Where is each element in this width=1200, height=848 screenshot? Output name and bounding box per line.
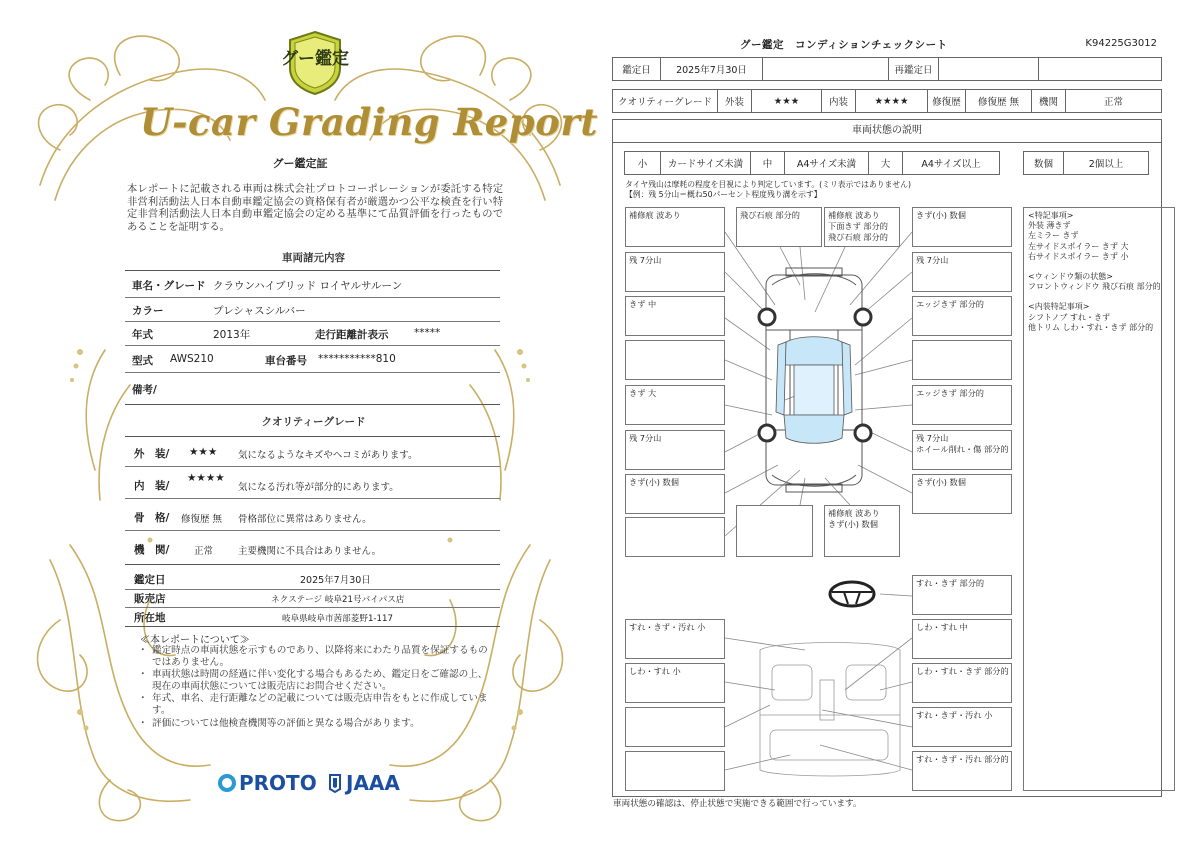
damage-box-left-8	[625, 517, 725, 557]
grade-interior-label: 内 装/	[134, 480, 170, 492]
damage-box-left-6: 残 7分山	[625, 430, 725, 470]
color-label: カラー	[132, 305, 164, 317]
damage-box-right-7: きず(小) 数個	[912, 474, 1012, 514]
size-small: 小	[625, 152, 661, 175]
interior-label: 内装	[822, 90, 856, 113]
damage-box-left-5: きず 大	[625, 385, 725, 425]
mileage-value: *****	[414, 327, 441, 339]
repair-value: 修復歴 無	[966, 90, 1032, 113]
report-title: U-car Grading Report	[140, 100, 598, 144]
certificate-statement: 本レポートに記載される車両は株式会社プロトコーポレーションが委託する特定非営利活動法人日本自動車鑑定協会の資格保有者が厳選かつ公平な検査を行い特定非営利活動法人日本自動車鑑定協会の定める基準にて品質評価を行ったものであることを証明する。	[127, 183, 503, 233]
size-large-desc: A4サイズ以上	[903, 152, 1000, 175]
interior-box-right-5: すれ・きず・汚れ 部分的	[912, 751, 1012, 791]
proto-logo: PROTO	[218, 771, 317, 795]
appraisal-date-value: 2025年7月30日	[300, 575, 371, 586]
interior-box-right-3: しわ・すれ・きず 部分的	[912, 663, 1012, 703]
date-table	[612, 57, 1162, 81]
engine-value: 正常	[1066, 90, 1162, 113]
grade-frame-desc: 骨格部位に異常はありません。	[238, 514, 372, 525]
damage-box-left-3: きず 中	[625, 296, 725, 336]
year-label: 年式	[132, 329, 153, 341]
size-legend-table	[624, 151, 1000, 175]
interior-value: ★★★★	[856, 90, 928, 113]
count-label: 数個	[1024, 152, 1064, 175]
count-desc: 2個以上	[1064, 152, 1149, 175]
damage-box-right-3: エッジきず 部分的	[912, 296, 1012, 336]
interior-box-left-1: すれ・きず・汚れ 小	[625, 619, 725, 659]
sheet-title: グー鑑定 コンディションチェックシート	[740, 39, 948, 51]
count-legend-table	[1023, 151, 1149, 175]
special-remarks: <特記事項> 外装 薄きず 左ミラー きず 左サイドスポイラー きず 大 右サイドスポイラー きず 小 <ウィンドウ類の状態> フロントウィンドウ 飛び石痕 部分的 <内装特記事項> シフトノブ すれ・きず 他トリム しわ・すれ・きず 部分的	[1023, 207, 1175, 791]
damage-box-top-2: 補修痕 波あり 下面きず 部分的 飛び石痕 部分的	[824, 207, 900, 247]
grade-exterior-rating: ★★★	[189, 446, 218, 458]
engine-label: 機関	[1032, 90, 1066, 113]
damage-box-top-1: 飛び石痕 部分的	[736, 207, 822, 247]
interior-box-right-4: すれ・きず・汚れ 小	[912, 707, 1012, 747]
notes-list	[140, 645, 490, 730]
size-small-desc: カードサイズ未満	[661, 152, 751, 175]
date-value: 2025年7月30日	[661, 58, 763, 81]
damage-box-right-2: 残 7分山	[912, 252, 1012, 292]
quality-label: クオリティーグレード	[613, 90, 718, 113]
grade-frame-label: 骨 格/	[134, 512, 170, 524]
shop-value: ネクステージ 岐阜21号バイパス店	[271, 595, 405, 605]
interior-box-left-3	[625, 707, 725, 747]
jaaa-logo: JAAA	[328, 771, 400, 795]
spec-heading: 車両諸元内容	[282, 252, 345, 264]
note-item: ・ 評価については他検査機関等の評価と異なる場合があります。	[140, 718, 490, 730]
color-value: プレシャスシルバー	[213, 305, 306, 317]
size-large: 大	[869, 152, 903, 175]
damage-box-left-7: きず(小) 数個	[625, 474, 725, 514]
grade-interior-desc: 気になる汚れ等が部分的にあります。	[238, 482, 399, 493]
grade-engine-rating: 正常	[194, 546, 214, 557]
svg-text:グー鑑定: グー鑑定	[281, 49, 349, 69]
damage-box-left-2: 残 7分山	[625, 252, 725, 292]
damage-box-right-4	[912, 340, 1012, 380]
chassis-label: 車台番号	[265, 355, 307, 367]
address-value: 岐阜県岐阜市茜部菱野1-117	[282, 614, 393, 624]
car-name-value: クラウンハイブリッド ロイヤルサルーン	[213, 280, 403, 292]
exterior-label: 外装	[718, 90, 752, 113]
interior-box-left-4	[625, 751, 725, 791]
car-name-label: 車名・グレード	[132, 280, 206, 292]
remarks-label: 備考/	[132, 384, 157, 396]
interior-box-left-2: しわ・すれ 小	[625, 663, 725, 703]
chassis-value: ***********810	[318, 353, 396, 365]
condition-check-sheet	[600, 0, 1200, 848]
grade-engine-label: 機 関/	[134, 544, 170, 556]
grade-exterior-label: 外 装/	[134, 448, 170, 460]
damage-box-right-5: エッジきず 部分的	[912, 385, 1012, 425]
damage-box-left-4	[625, 340, 725, 380]
certificate-title: グー鑑定証	[272, 157, 328, 170]
model-value: AWS210	[170, 353, 214, 365]
jaaa-mark-icon	[328, 773, 342, 793]
shop-label: 販売店	[134, 593, 166, 605]
size-mid-desc: A4サイズ未満	[785, 152, 869, 175]
damage-box-left-1: 補修痕 波あり	[625, 207, 725, 247]
grade-engine-desc: 主要機関に不具合はありません。	[238, 546, 382, 557]
interior-box-right-2: しわ・すれ 中	[912, 619, 1012, 659]
date-label: 鑑定日	[613, 58, 661, 81]
model-label: 型式	[132, 355, 153, 367]
size-mid: 中	[751, 152, 785, 175]
notes-title: ≪本レポートについて≫	[140, 635, 250, 646]
reappraisal-label: 再鑑定日	[889, 58, 939, 81]
proto-mark-icon	[218, 774, 236, 792]
grade-frame-rating: 修復歴 無	[181, 514, 223, 525]
appraisal-date-label: 鑑定日	[134, 574, 166, 586]
damage-box-right-6: 残 7分山 ホイール削れ・傷 部分的	[912, 430, 1012, 470]
grade-exterior-desc: 気になるようなキズやヘコミがあります。	[238, 450, 418, 461]
tire-note: タイヤ残山は摩耗の程度を目視により判定しています。(ミリ表示ではありません) 【例：残 5分山＝概ね50パーセント程度残り溝を示す】	[625, 180, 911, 199]
address-label: 所在地	[134, 612, 166, 624]
damage-box-bottom-1	[736, 505, 813, 557]
interior-box-right-1: すれ・きず 部分的	[912, 575, 1012, 615]
note-item: ・ 鑑定時点の車両状態を示すものであり、以降将来にわたり品質を保証するものではありません。	[140, 645, 490, 668]
exterior-value: ★★★	[752, 90, 822, 113]
quality-table	[612, 89, 1162, 113]
repair-label: 修復歴	[928, 90, 966, 113]
sheet-number: K94225G3012	[1085, 38, 1157, 49]
damage-box-right-1: きず(小) 数個	[912, 207, 1012, 247]
mileage-label: 走行距離計表示	[315, 329, 389, 341]
goo-appraisal-emblem	[281, 30, 349, 96]
note-item: ・ 車両状態は時間の経過に伴い変化する場合もあるため、鑑定日をご確認の上、現在の車両状態については販売店にお問合せください。	[140, 669, 490, 692]
status-heading: 車両状態の説明	[612, 119, 1162, 143]
damage-box-bottom-2: 補修痕 波あり きず(小) 数個	[824, 505, 900, 557]
footnote: 車両状態の確認は、停止状態で実施できる範囲で行っています。	[613, 799, 862, 809]
note-item: ・ 年式、車名、走行距離などの記載については販売店申告をもとに作成しています。	[140, 693, 490, 716]
grade-heading: クオリティーグレード	[261, 416, 366, 428]
grade-interior-rating: ★★★★	[187, 472, 225, 484]
year-value: 2013年	[213, 329, 251, 341]
